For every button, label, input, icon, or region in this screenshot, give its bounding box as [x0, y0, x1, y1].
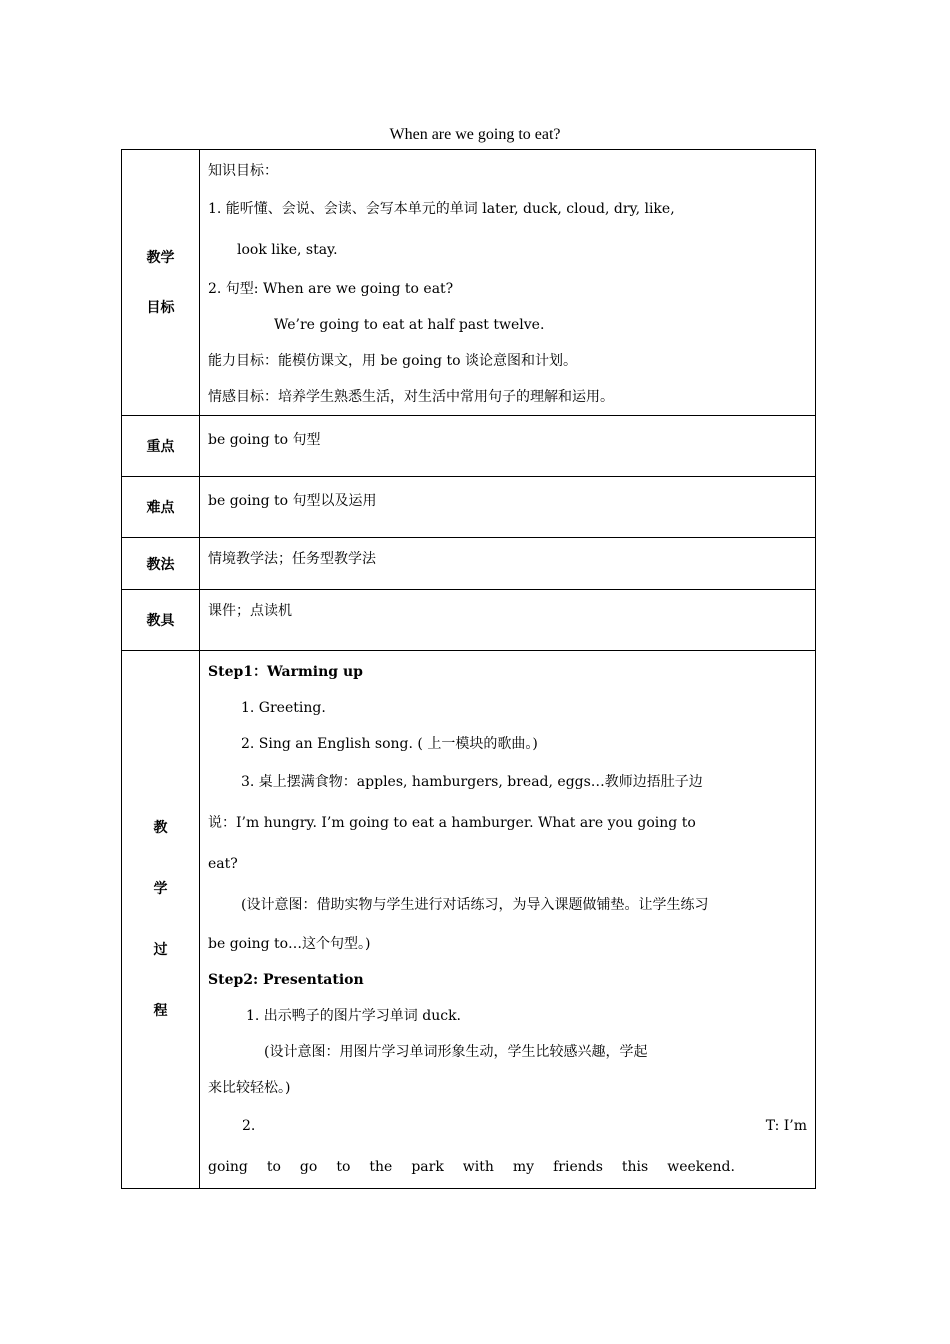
step-heading: Step2: Presentation	[208, 972, 364, 988]
objectives-content	[200, 150, 816, 416]
step-item: 说：I’m hungry. I’m going to eat a hamburger. What are you going to	[208, 815, 696, 831]
row-label-difficulties: 难点	[122, 477, 200, 538]
table-row-methods	[122, 538, 816, 590]
key-points-content: be going to 句型	[200, 416, 816, 477]
objective-line: look like, stay.	[237, 242, 338, 258]
table-row-objectives	[122, 150, 816, 416]
objective-line: 1. 能听懂、会说、会读、会写本单元的单词 later, duck, cloud, dry, like,	[208, 201, 675, 217]
design-note: (设计意图：用图片学习单词形象生动，学生比较感兴趣，学起	[264, 1044, 648, 1060]
step-heading: Step1：Warming up	[208, 664, 363, 680]
objective-line: 能力目标：能模仿课文，用 be going to 谈论意图和计划。	[208, 353, 577, 369]
step-item: 1. 出示鸭子的图片学习单词 duck.	[246, 1008, 462, 1024]
step-item: eat?	[208, 856, 238, 872]
table-row-process	[122, 651, 816, 1189]
row-label-key-points: 重点	[122, 416, 200, 477]
design-note: (设计意图：借助实物与学生进行对话练习，为导入课题做铺垫。让学生练习	[241, 897, 709, 913]
row-label-tools: 教具	[122, 590, 200, 651]
table-row-key-points	[122, 416, 816, 477]
step-item: 3. 桌上摆满食物：apples, hamburgers, bread, eggs…教师边捂肚子边	[241, 774, 703, 790]
objective-line: 2. 句型: When are we going to eat?	[208, 281, 454, 297]
design-note: be going to…这个句型。)	[208, 936, 371, 952]
table-row-difficulties	[122, 477, 816, 538]
step-item-continued: going to go to the park with my friends this weekend.	[208, 1159, 735, 1175]
lesson-plan-table	[121, 149, 816, 1189]
tools-content: 课件；点读机	[200, 590, 816, 651]
step-item: 2. T: I’m	[242, 1118, 807, 1134]
objective-line: 情感目标：培养学生熟悉生活，对生活中常用句子的理解和运用。	[208, 389, 614, 405]
objective-line: 知识目标：	[208, 163, 278, 179]
process-content	[200, 651, 816, 1189]
difficulties-content: be going to 句型以及运用	[200, 477, 816, 538]
row-label-objectives: 教学 目标	[122, 150, 200, 416]
objective-line: We’re going to eat at half past twelve.	[274, 317, 545, 333]
row-label-process: 教 学 过 程	[122, 651, 200, 1189]
step-item: 2. Sing an English song. ( 上一模块的歌曲。)	[241, 736, 538, 752]
document-title: When are we going to eat?	[389, 126, 561, 143]
step-item: 1. Greeting.	[241, 700, 326, 716]
methods-content: 情境教学法；任务型教学法	[200, 538, 816, 590]
design-note: 来比较轻松。)	[208, 1080, 291, 1096]
row-label-methods: 教法	[122, 538, 200, 590]
table-row-tools	[122, 590, 816, 651]
